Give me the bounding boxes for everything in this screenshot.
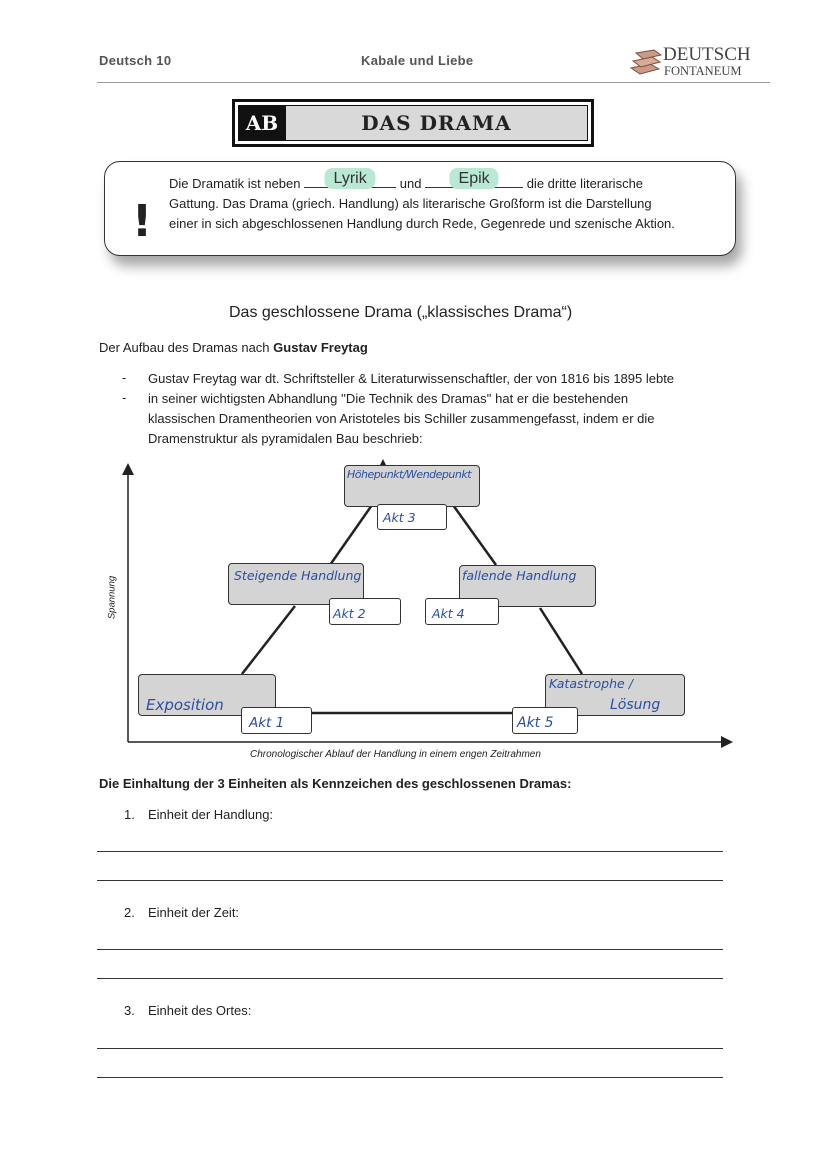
- stage-steigende-label: Steigende Handlung: [234, 568, 362, 583]
- info-text-2: und: [399, 176, 422, 191]
- answer-line-3b[interactable]: [97, 1077, 723, 1078]
- answer-line-3a[interactable]: [97, 1048, 723, 1049]
- bullet-dash-1: -: [122, 370, 127, 385]
- bullet-2-line-3: Dramenstruktur als pyramidalen Bau beschrieb:: [148, 431, 423, 446]
- x-axis-label: Chronologischer Ablauf der Handlung in einem engen Zeitrahmen: [250, 749, 541, 760]
- answer-line-1a[interactable]: [97, 851, 723, 852]
- header-subject-text: Deutsch 10: [99, 53, 172, 68]
- exclamation-icon: !: [132, 196, 153, 247]
- info-text-1: Die Dramatik ist neben: [169, 176, 301, 191]
- answer-line-2a[interactable]: [97, 949, 723, 950]
- act-1-label: Akt 1: [249, 715, 285, 731]
- y-axis-label: Spannung: [106, 575, 118, 620]
- logo-line2: FONTANEUM: [664, 64, 742, 78]
- einheit-2-label: Einheit der Zeit:: [148, 905, 240, 920]
- act-2-label: Akt 2: [333, 606, 366, 621]
- bullet-dash-2: -: [122, 390, 127, 405]
- act-4-label: Akt 4: [432, 606, 465, 621]
- logo-line1: DEUTSCH: [663, 44, 751, 65]
- stage-fallende-label: fallende Handlung: [462, 568, 577, 583]
- einheiten-heading: Die Einhaltung der 3 Einheiten als Kennzeichen des geschlossenen Dramas:: [99, 776, 572, 791]
- bullet-1-line-1: Gustav Freytag war dt. Schriftsteller & Literaturwissenschaftler, der von 1816 bis 1895 lebte: [148, 371, 675, 386]
- stage-katastrophe-label-1: Katastrophe /: [549, 676, 633, 691]
- section-subtitle: Das geschlossene Drama („klassisches Drama“): [229, 304, 573, 321]
- page-title: DAS DRAMA: [285, 106, 587, 140]
- einheit-3-num: 3.: [124, 1003, 135, 1018]
- info-text-3: die dritte literarische: [526, 176, 644, 191]
- aufbau-name: Gustav Freytag: [273, 340, 368, 355]
- answer-line-1b[interactable]: [97, 880, 723, 881]
- info-line-3: einer in sich abgeschlossenen Handlung durch Rede, Gegenrede und szenische Aktion.: [169, 216, 675, 231]
- header-topic-text: Kabale und Liebe: [361, 53, 474, 68]
- aufbau-prefix: Der Aufbau des Dramas nach: [99, 340, 274, 355]
- bullet-2-line-2: klassischen Dramentheorien von Aristoteles bis Schiller zusammengefasst, indem er die: [148, 411, 655, 426]
- info-line-2: Gattung. Das Drama (griech. Handlung) als literarische Großform ist die Darstellung: [169, 196, 652, 211]
- answer-epik: Epik: [450, 168, 499, 189]
- einheit-3-label: Einheit des Ortes:: [148, 1003, 252, 1018]
- einheit-1-label: Einheit der Handlung:: [148, 807, 274, 822]
- title-tag: AB: [239, 106, 285, 140]
- bullet-2-line-1: in seiner wichtigsten Abhandlung ''Die Technik des Dramas'' hat er die bestehenden: [148, 391, 629, 406]
- act-3-label: Akt 3: [383, 510, 416, 525]
- stage-hoehepunkt-label: Höhepunkt/Wendepunkt: [347, 468, 472, 481]
- einheit-1-num: 1.: [124, 807, 135, 822]
- stage-katastrophe-label-2: Lösung: [610, 697, 661, 713]
- answer-line-2b[interactable]: [97, 978, 723, 979]
- answer-lyrik: Lyrik: [325, 168, 376, 189]
- einheit-2-num: 2.: [124, 905, 135, 920]
- act-5-label: Akt 5: [517, 715, 554, 731]
- stage-exposition-label: Exposition: [146, 696, 224, 714]
